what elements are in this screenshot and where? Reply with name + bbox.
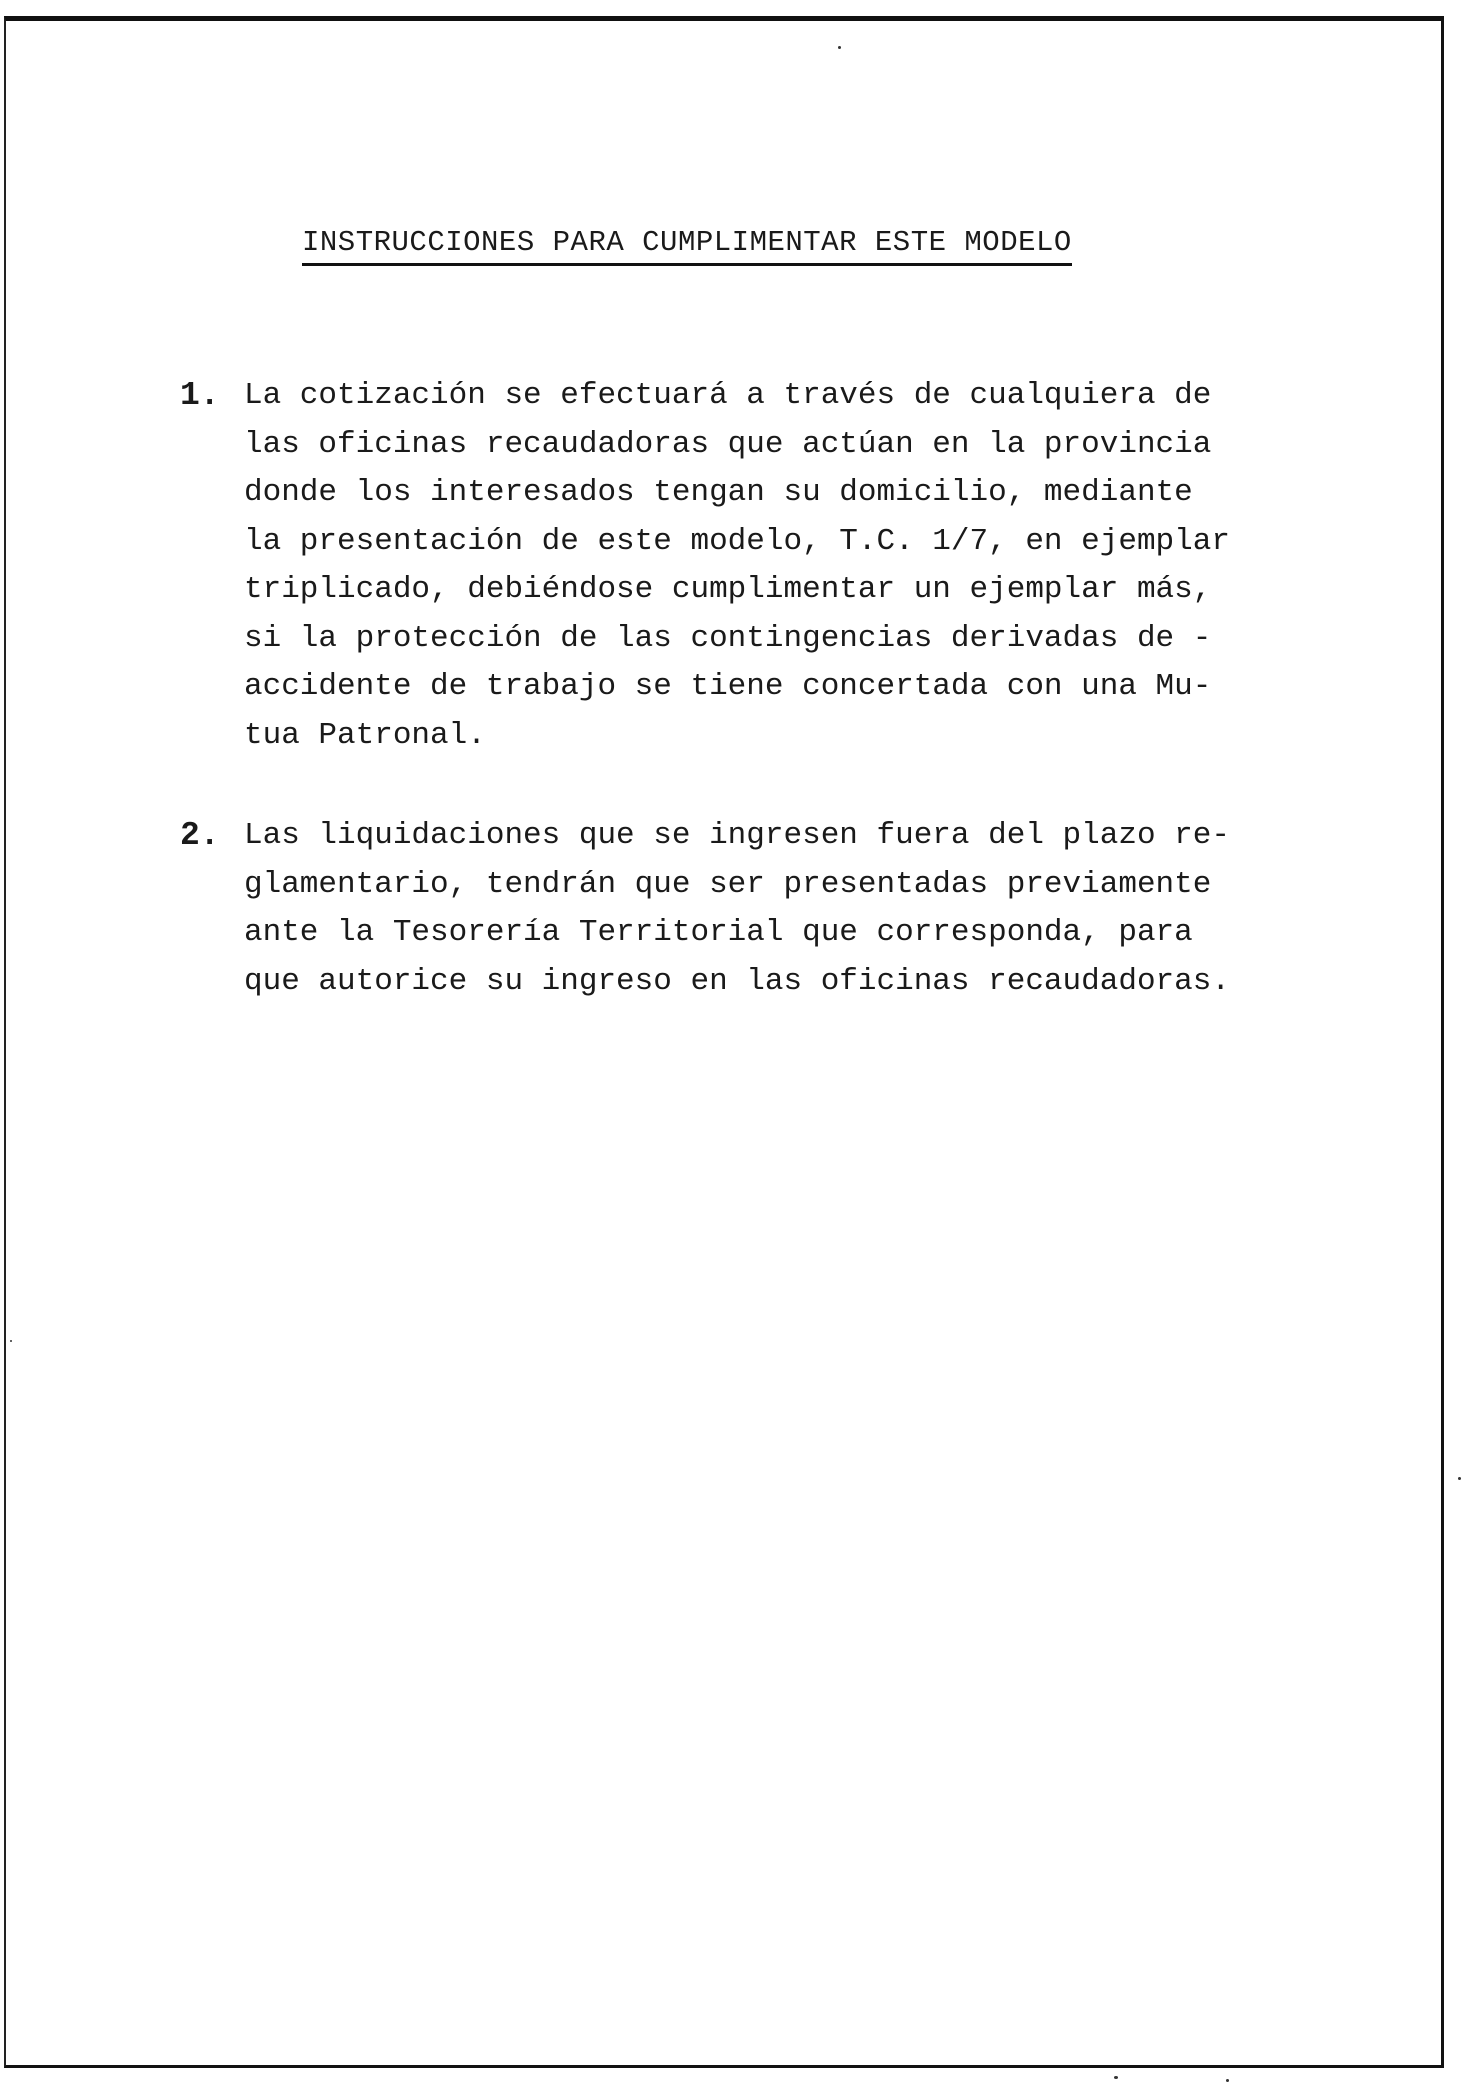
instruction-line: accidente de trabajo se tiene concertada con una Mu- <box>244 669 1212 704</box>
instruction-line: glamentario, tendrán que ser presentadas previamente <box>244 866 1212 902</box>
instruction-number: 1. <box>180 377 220 414</box>
scan-speck <box>1114 2076 1118 2079</box>
instruction-line: La cotización se efectuará a través de cualquiera de <box>244 378 1212 413</box>
instruction-line: donde los interesados tengan su domicilio, mediante <box>244 475 1193 510</box>
scan-speck <box>1226 2079 1229 2082</box>
instruction-line: la presentación de este modelo, T.C. 1/7, en ejemplar <box>244 523 1230 559</box>
instruction-line: Las liquidaciones que se ingresen fuera del plazo re- <box>244 818 1230 853</box>
instruction-item-1 <box>180 372 1340 760</box>
instruction-line: triplicado, debiéndose cumplimentar un ejemplar más, <box>244 572 1212 607</box>
scan-speck <box>10 1340 12 1342</box>
instruction-line: que autorice su ingreso en las oficinas recaudadoras. <box>244 963 1230 999</box>
instruction-line: las oficinas recaudadoras que actúan en la provincia <box>244 426 1212 462</box>
instruction-line: tua Patronal. <box>244 717 486 753</box>
scan-speck <box>1458 1477 1461 1480</box>
page-border <box>4 16 1444 2068</box>
instruction-number: 2. <box>180 817 220 854</box>
scan-speck <box>838 46 841 49</box>
instruction-item-2 <box>180 812 1340 1006</box>
instruction-line: ante la Tesorería Territorial que corresponda, para <box>244 915 1193 950</box>
document-title: INSTRUCCIONES PARA CUMPLIMENTAR ESTE MODELO <box>302 226 1072 266</box>
instruction-line: si la protección de las contingencias derivadas de - <box>244 620 1212 656</box>
